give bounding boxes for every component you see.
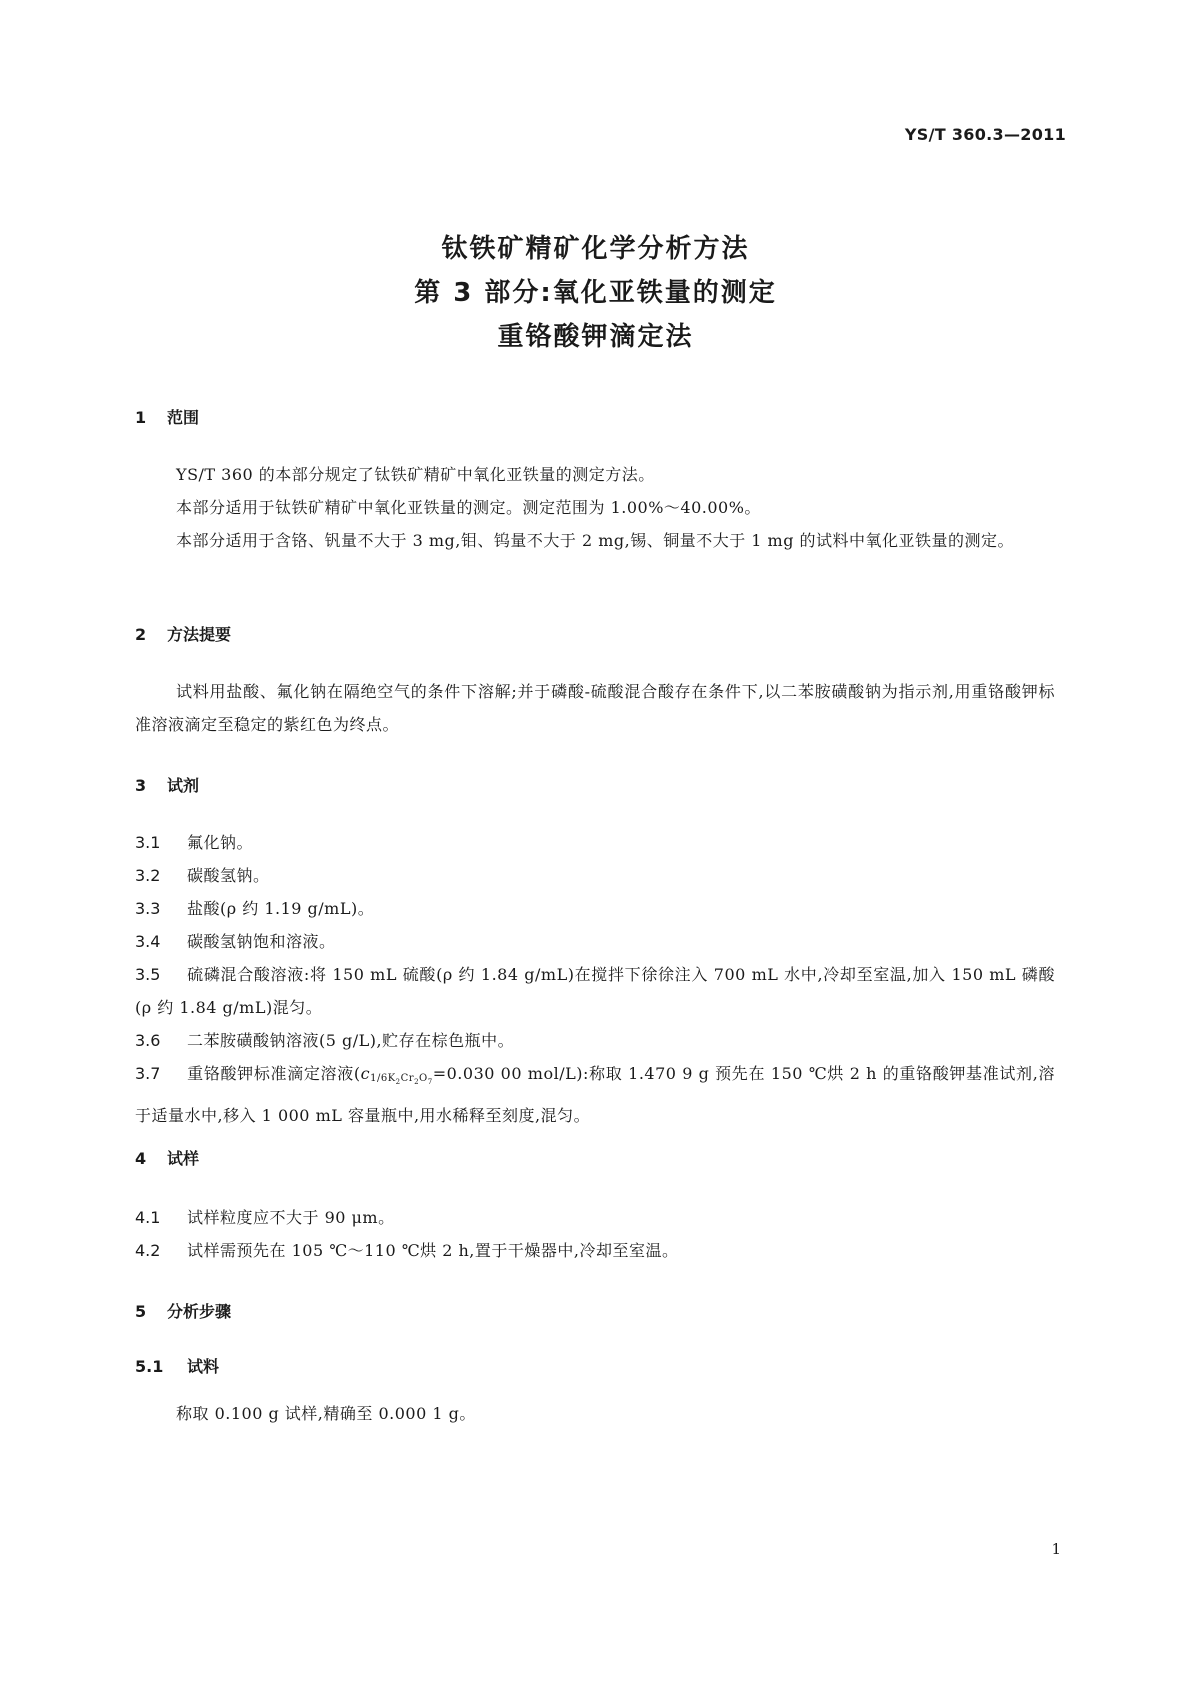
reagent-item	[135, 892, 1055, 925]
item-number: 3.5	[135, 965, 161, 984]
section-number: 1	[135, 408, 147, 427]
reagent-item	[135, 958, 1055, 1024]
item-text: 试样粒度应不大于 90 μm。	[187, 1208, 395, 1227]
section-1-paragraph-2: 本部分适用于钛铁矿精矿中氧化亚铁量的测定。测定范围为 1.00%～40.00%。	[176, 498, 761, 517]
item-text: 氟化钠。	[187, 833, 254, 852]
item-text-a: 重铬酸钾标准滴定溶液(	[187, 1064, 361, 1083]
title-line-3: 重铬酸钾滴定法	[497, 322, 694, 352]
reagent-item	[135, 1024, 1055, 1057]
section-2-heading	[135, 622, 231, 645]
item-text: 硫磷混合酸溶液:将 150 mL 硫酸(ρ 约 1.84 g/mL)在搅拌下徐徐注入 700 mL 水中,冷却至室温,加入 150 mL 磷酸(ρ 约 1.84 g/mL)混匀。	[135, 965, 1055, 1017]
section-title: 范围	[167, 408, 200, 427]
item-number: 3.7	[135, 1064, 161, 1083]
section-3-heading	[135, 773, 199, 796]
title-line-2: 第 3 部分:氧化亚铁量的测定	[414, 278, 777, 308]
document-title	[0, 228, 1191, 360]
section-title: 试剂	[167, 776, 200, 795]
formula-subscript: 1/6K2Cr2O7	[370, 1073, 433, 1086]
section-number: 5	[135, 1302, 147, 1321]
section-2-paragraph-1: 试料用盐酸、氟化钠在隔绝空气的条件下溶解;并于磷酸-硫酸混合酸存在条件下,以二苯胺磺酸钠为指示剂,用重铬酸钾标准溶液滴定至稳定的紫红色为终点。	[135, 682, 1055, 734]
section-4-heading	[135, 1146, 199, 1169]
item-text: 试样需预先在 105 ℃～110 ℃烘 2 h,置于干燥器中,冷却至室温。	[187, 1241, 679, 1260]
reagent-item	[135, 859, 1055, 892]
section-1-heading	[135, 405, 199, 428]
section-title: 试料	[187, 1357, 220, 1376]
item-number: 3.1	[135, 833, 161, 852]
item-text: 二苯胺磺酸钠溶液(5 g/L),贮存在棕色瓶中。	[187, 1031, 515, 1050]
section-title: 试样	[167, 1149, 200, 1168]
item-text: 碳酸氢钠饱和溶液。	[187, 932, 336, 951]
standard-code: YS/T 360.3—2011	[904, 125, 1066, 144]
section-title: 分析步骤	[167, 1302, 232, 1321]
item-number: 3.3	[135, 899, 161, 918]
section-5-1-paragraph-1: 称取 0.100 g 试样,精确至 0.000 1 g。	[176, 1404, 476, 1423]
item-text: 盐酸(ρ 约 1.19 g/mL)。	[187, 899, 375, 918]
item-text-b: =0.030 00 mol/L):称取 1.470 9 g 预先在 150 ℃烘 2 h 的重铬酸钾基准试剂,溶于适量水中,移入 1 000 mL 容量瓶中,用水稀释至刻度,混匀。	[135, 1064, 1055, 1125]
sample-item	[135, 1234, 1055, 1267]
reagent-item	[135, 826, 1055, 859]
concentration-symbol: c	[360, 1064, 371, 1083]
item-number: 4.1	[135, 1208, 161, 1227]
page-number: 1	[1051, 1540, 1061, 1558]
item-text: 碳酸氢钠。	[187, 866, 270, 885]
title-line-1: 钛铁矿精矿化学分析方法	[441, 234, 750, 264]
section-5-1-heading	[135, 1354, 219, 1377]
item-number: 3.2	[135, 866, 161, 885]
reagent-item	[135, 925, 1055, 958]
section-number: 4	[135, 1149, 147, 1168]
section-number: 2	[135, 625, 147, 644]
item-number: 4.2	[135, 1241, 161, 1260]
section-5-heading	[135, 1299, 231, 1322]
section-1-paragraph-1: YS/T 360 的本部分规定了钛铁矿精矿中氧化亚铁量的测定方法。	[176, 465, 655, 484]
item-number: 3.4	[135, 932, 161, 951]
section-number: 3	[135, 776, 147, 795]
item-number: 3.6	[135, 1031, 161, 1050]
reagent-item	[135, 1057, 1055, 1132]
sample-item	[135, 1201, 1055, 1234]
section-number: 5.1	[135, 1357, 164, 1376]
section-title: 方法提要	[167, 625, 232, 644]
section-1-paragraph-3: 本部分适用于含铬、钒量不大于 3 mg,钼、钨量不大于 2 mg,锡、铜量不大于 1 mg 的试料中氧化亚铁量的测定。	[176, 531, 1015, 550]
